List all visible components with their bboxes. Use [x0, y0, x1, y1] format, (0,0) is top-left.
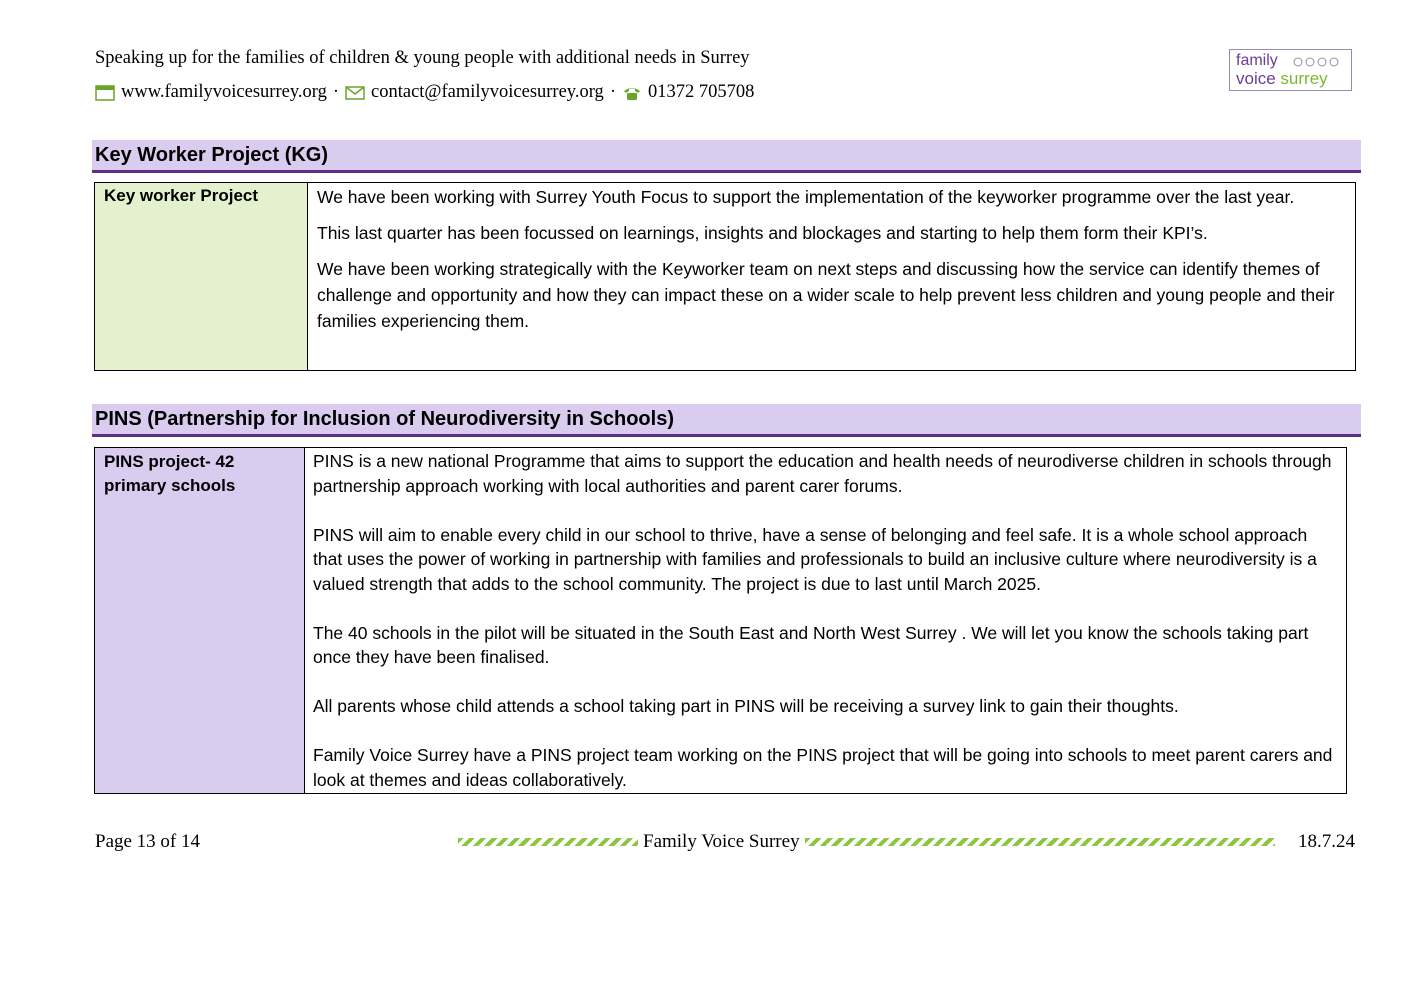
logo-text-family: family: [1236, 52, 1278, 69]
paragraph: We have been working with Surrey Youth Focus to support the implementation of the keyworker programme over the last year.: [317, 187, 1295, 207]
paragraph: Family Voice Surrey have a PINS project team working on the PINS project that will be going into schools to meet parent carers and look at themes and ideas collaboratively.: [313, 745, 1333, 790]
key-worker-table: [94, 182, 1356, 371]
separator: ·: [609, 82, 616, 102]
logo-text-surrey: surrey: [1280, 69, 1328, 88]
telephone-icon: [622, 85, 642, 101]
footer-date: 18.7.24: [1298, 831, 1355, 852]
footer-org-name: Family Voice Surrey: [643, 831, 800, 852]
email-link[interactable]: contact@familyvoicesurrey.org: [371, 82, 604, 102]
table-row-label: Key worker Project: [95, 183, 308, 370]
footer-stripe-left: [458, 838, 638, 846]
paragraph: PINS will aim to enable every child in our school to thrive, have a sense of belonging and feel safe. It is a whole school approach that uses the power of working in partnership with families and professionals to build an inclusive culture where neurodiversity is a valued strength that adds to the school community. The project is due to last until March 2025.: [313, 524, 1317, 594]
footer-page-number: Page 13 of 14: [95, 831, 201, 852]
section-heading-pins: [92, 404, 1361, 437]
header-tagline: Speaking up for the families of children & young people with additional needs in Surrey: [95, 48, 750, 68]
paragraph: This last quarter has been focussed on learnings, insights and blockages and starting to help them form their KPI’s.: [317, 223, 1208, 243]
browser-window-icon: [95, 85, 115, 101]
phone-number: 01372 705708: [647, 82, 755, 102]
pins-table: [94, 447, 1347, 794]
header-contact-line: [95, 82, 754, 103]
table-row-content: [308, 183, 1355, 370]
footer-stripe-right: [805, 838, 1275, 846]
table-row-label: PINS project- 42 primary schools: [95, 448, 305, 793]
paragraph: PINS is a new national Programme that aims to support the education and health needs of neurodiverse children in schools through partnership approach working with local authorities and parent carer forums.: [313, 451, 1332, 496]
envelope-icon: [345, 86, 365, 100]
table-row-content: [305, 448, 1346, 793]
paragraph: All parents whose child attends a school taking part in PINS will be receiving a survey link to gain their thoughts.: [313, 696, 1179, 716]
family-voice-surrey-logo: [1229, 49, 1352, 91]
logo-text-voice: voice: [1236, 69, 1276, 88]
section-title: PINS (Partnership for Inclusion of Neurodiversity in Schools): [95, 408, 674, 430]
separator: ·: [332, 82, 340, 102]
footer-center: [458, 831, 1275, 853]
paragraph: The 40 schools in the pilot will be situated in the South East and North West Surrey . We will let you know the schools taking part once they have been finalised.: [313, 622, 1309, 667]
logo-text-voice-surrey: [1236, 69, 1328, 89]
section-heading-key-worker: [92, 140, 1361, 173]
website-link[interactable]: www.familyvoicesurrey.org: [121, 82, 327, 102]
paragraph: We have been working strategically with the Keyworker team on next steps and discussing how the service can identify themes of challenge and opportunity and how they can impact these on a wider scale to help prevent less children and young people and their families experiencing them.: [317, 259, 1335, 331]
section-title: Key Worker Project (KG): [95, 144, 329, 166]
